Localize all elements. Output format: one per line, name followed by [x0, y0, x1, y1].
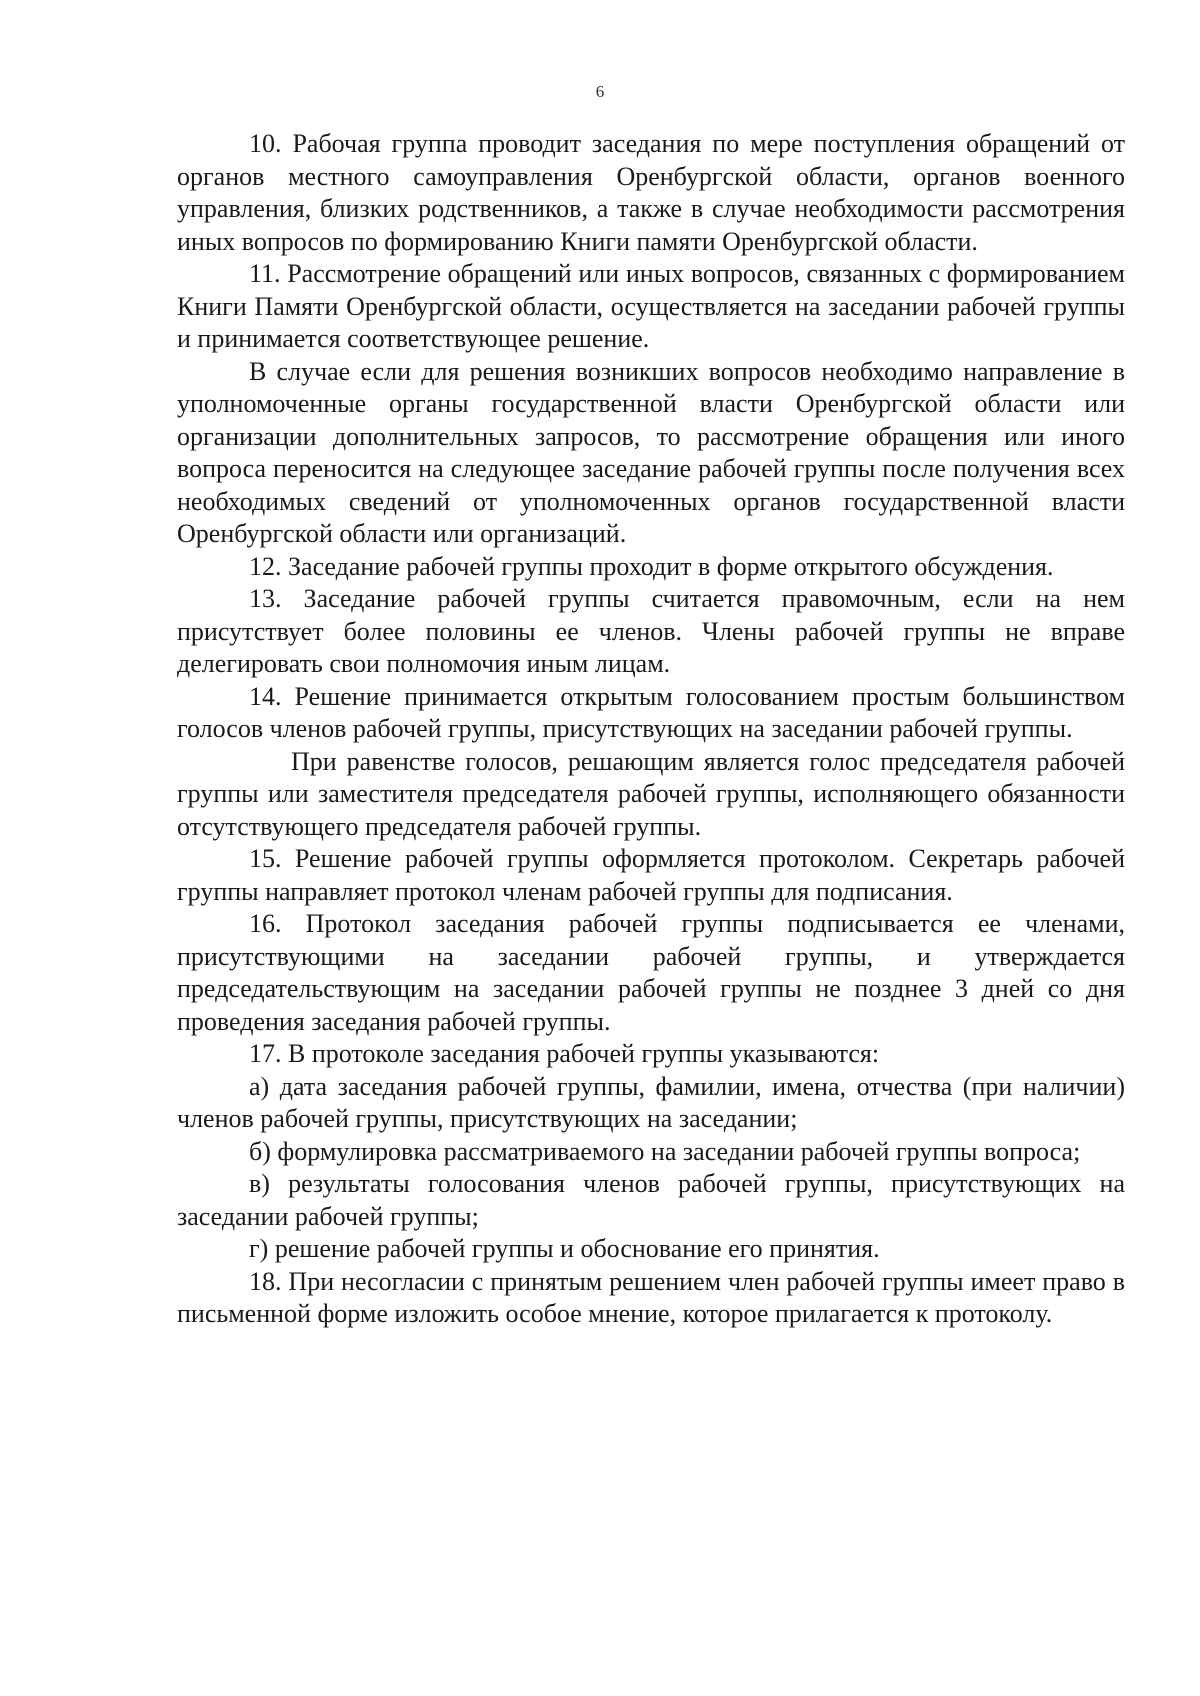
- page-number: 6: [595, 82, 605, 101]
- paragraph-11: 11. Рассмотрение обращений или иных вопросов, связанных с формированием Книги Памяти Оренбургской области, осуществляется на заседании рабочей группы и принимается соответствующее решение.: [177, 259, 1125, 353]
- paragraph-12: 12. Заседание рабочей группы проходит в форме открытого обсуждения.: [249, 551, 1054, 581]
- document-body: [177, 128, 1125, 1331]
- paragraph-16: 16. Протокол заседания рабочей группы подписывается ее членами, присутствующими на заседании рабочей группы, и утверждается председательствующим на заседании рабочей группы не позднее 3 дней со дня проведения заседания рабочей группы.: [177, 909, 1125, 1036]
- paragraph-17-item-b: б) формулировка рассматриваемого на заседании рабочей группы вопроса;: [249, 1136, 1081, 1166]
- paragraph-10: 10. Рабочая группа проводит заседания по мере поступления обращений от органов местного самоуправления Оренбургской области, органов военного управления, близких родственников, а также в случае необходимости рассмотрения иных вопросов по формированию Книги памяти Оренбургской области.: [177, 129, 1125, 256]
- paragraph-18: 18. При несогласии с принятым решением член рабочей группы имеет право в письменной форме изложить особое мнение, которое прилагается к протоколу.: [177, 1266, 1125, 1328]
- paragraph-14-continuation: При равенстве голосов, решающим является голос председателя рабочей группы или заместителя председателя рабочей группы, исполняющего обязанности отсутствующего председателя рабочей группы.: [177, 746, 1125, 841]
- paragraph-17-item-v: в) результаты голосования членов рабочей группы, присутствующих на заседании рабочей группы;: [177, 1169, 1125, 1231]
- paragraph-14: 14. Решение принимается открытым голосованием простым большинством голосов членов рабочей группы, присутствующих на заседании рабочей группы.: [177, 681, 1125, 743]
- paragraph-13: 13. Заседание рабочей группы считается правомочным, если на нем присутствует более половины ее членов. Члены рабочей группы не вправе делегировать свои полномочия иным лицам.: [177, 584, 1125, 678]
- paragraph-15: 15. Решение рабочей группы оформляется протоколом. Секретарь рабочей группы направляет протокол членам рабочей группы для подписания.: [177, 844, 1125, 906]
- paragraph-17-item-a: а) дата заседания рабочей группы, фамилии, имена, отчества (при наличии) членов рабочей группы, присутствующих на заседании;: [177, 1071, 1125, 1133]
- paragraph-17: 17. В протоколе заседания рабочей группы указываются:: [249, 1039, 880, 1068]
- paragraph-11-continuation: В случае если для решения возникших вопросов необходимо направление в уполномоченные органы государственной власти Оренбургской области или организации дополнительных запросов, то рассмотрение обращения или иного вопроса переносится на следующее заседание рабочей группы после получения всех необходимых сведений от уполномоченных органов государственной власти Оренбургской области или организаций.: [177, 356, 1125, 548]
- paragraph-17-item-g: г) решение рабочей группы и обоснование его принятия.: [249, 1234, 880, 1263]
